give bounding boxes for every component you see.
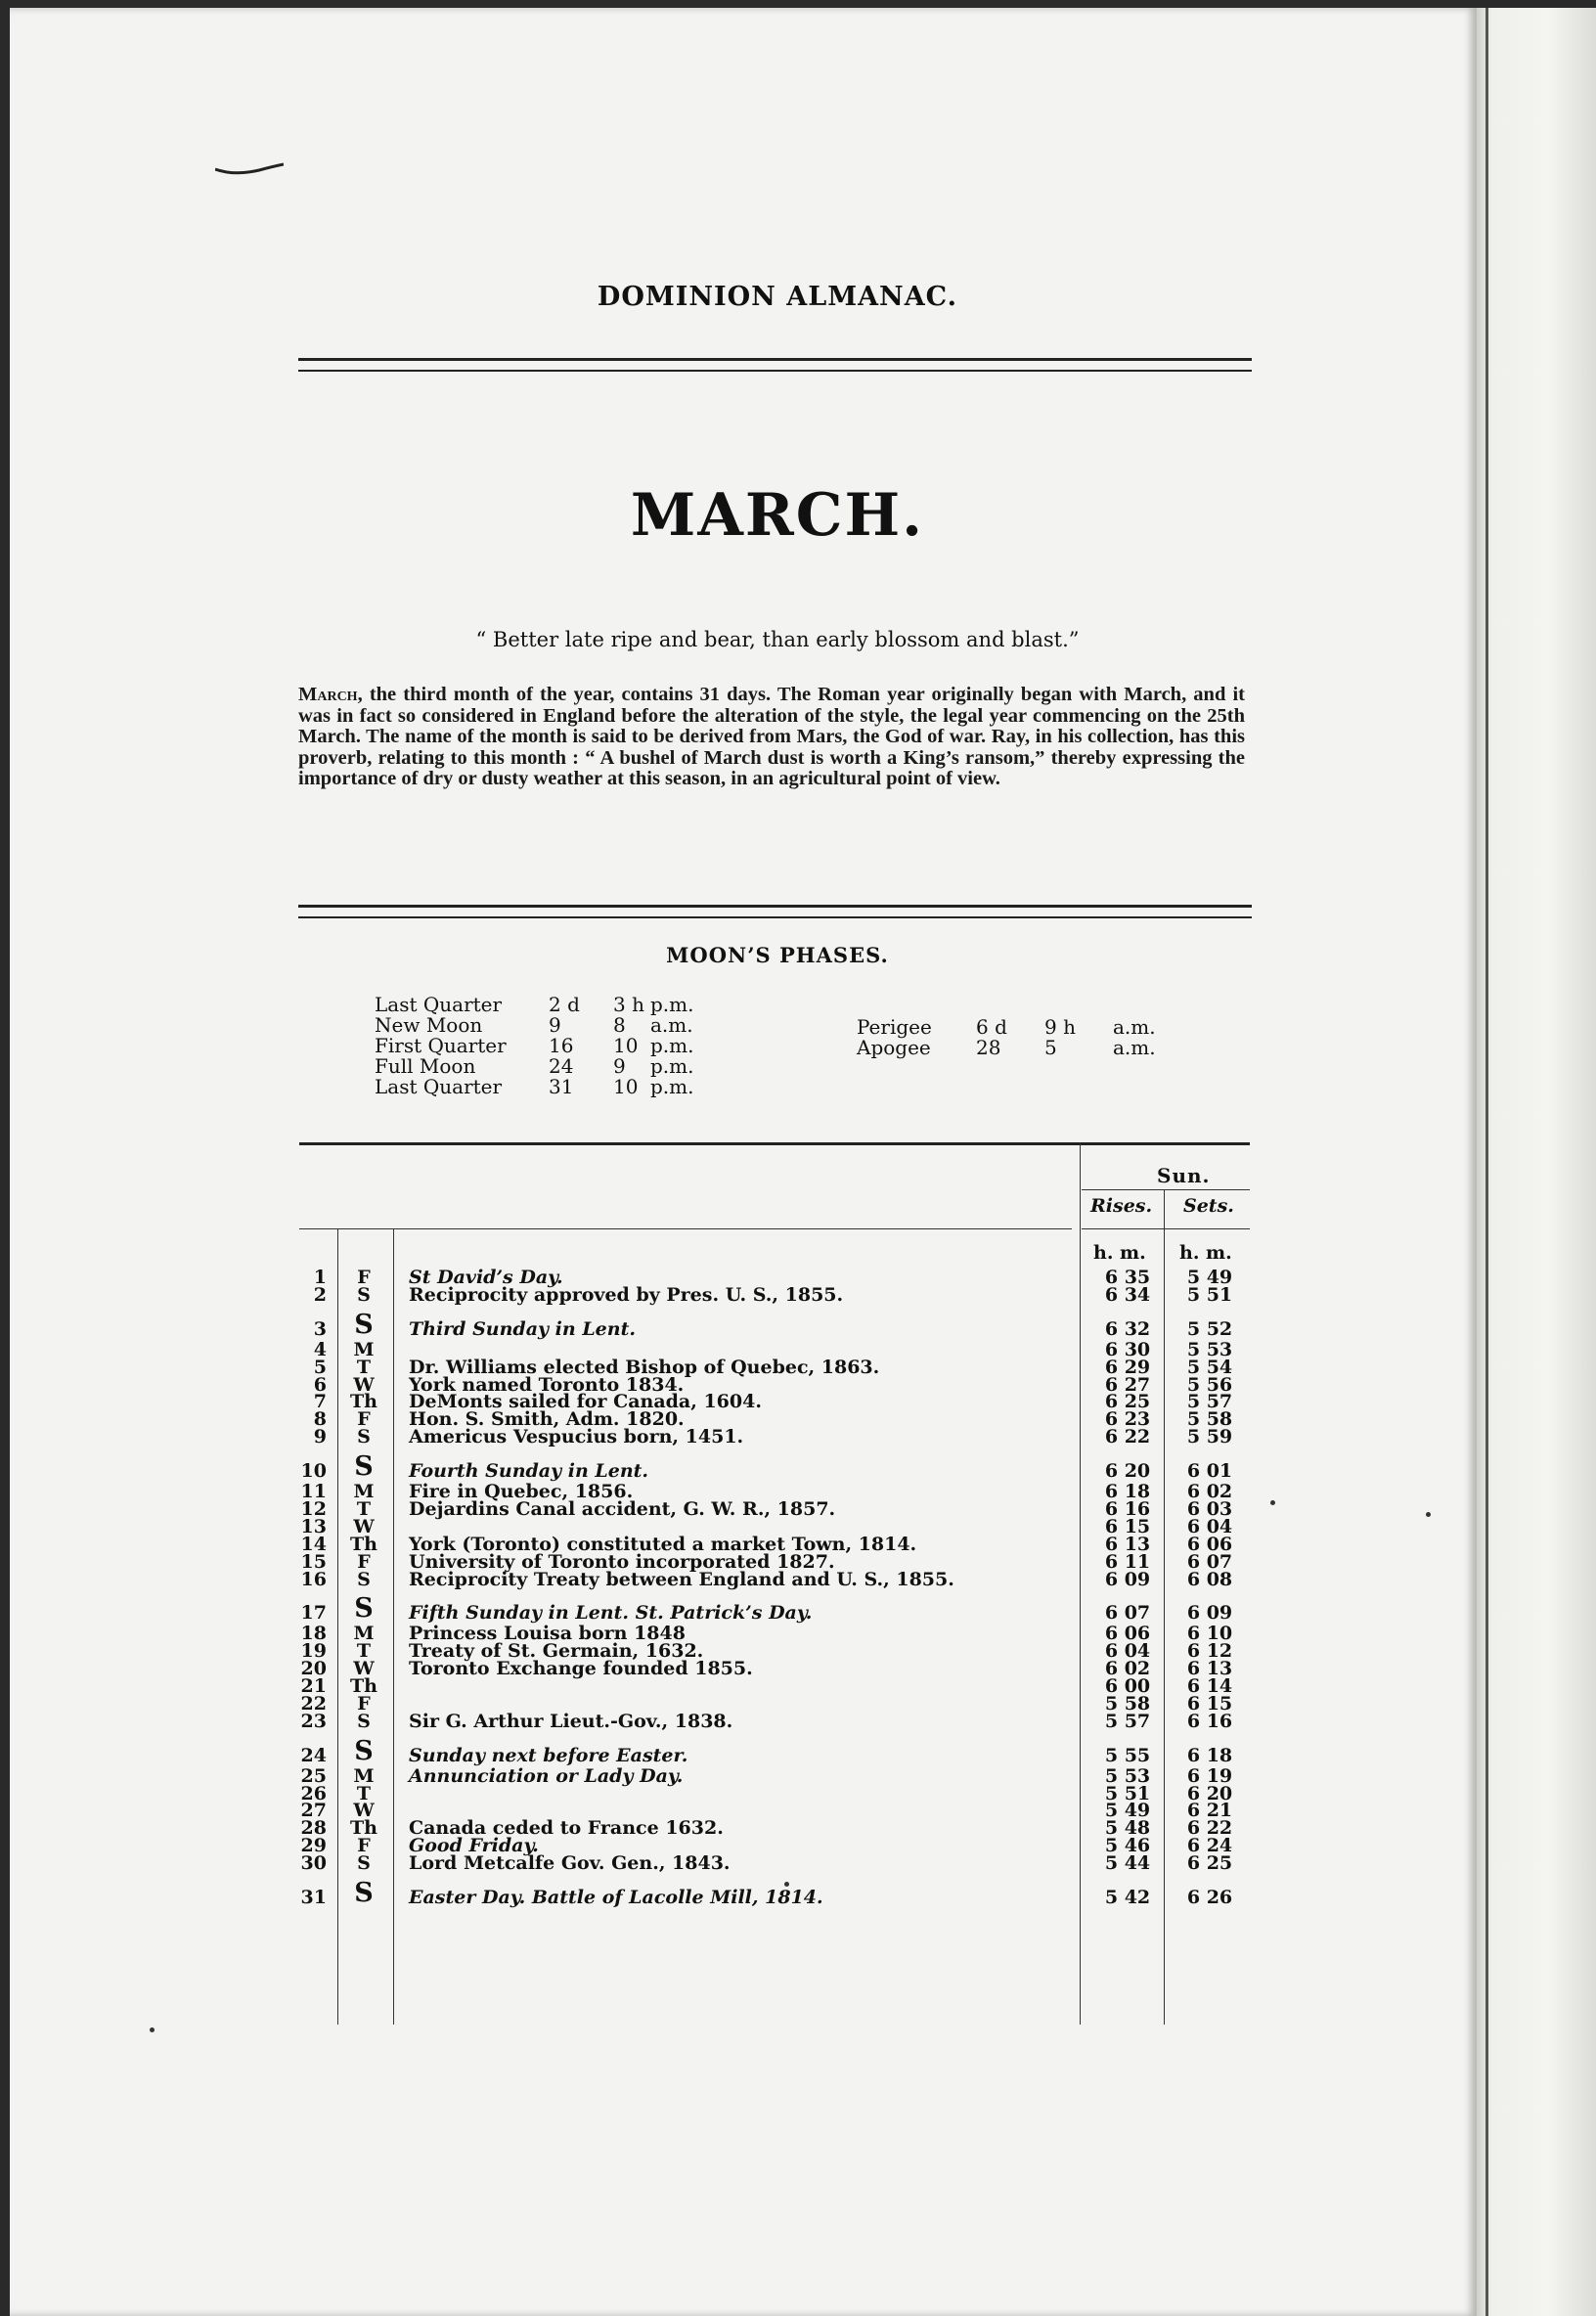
table-top-rule: [299, 1142, 1250, 1145]
weekday: F: [357, 1835, 371, 1856]
weekday: M: [353, 1481, 375, 1502]
event-text: Fifth Sunday in Lent. St. Patrick’s Day.: [409, 1602, 813, 1624]
event-text: Annunciation or Lady Day.: [409, 1765, 684, 1787]
event-text: Sunday next before Easter.: [409, 1745, 688, 1766]
calendar-row: [0, 1766, 1596, 1786]
weekday: T: [356, 1783, 372, 1804]
perigee-apogee-day: 28: [976, 1036, 1001, 1059]
calendar-row: [0, 1310, 1596, 1340]
moon-phase-hour: 9: [613, 1054, 626, 1078]
perigee-apogee-hour: 9 h: [1044, 1015, 1076, 1039]
sun-sets: 6 18: [1186, 1745, 1233, 1766]
event-text: Third Sunday in Lent.: [409, 1318, 636, 1340]
sun-sets: 6 09: [1186, 1602, 1233, 1624]
intro-double-rule: [298, 905, 1252, 918]
day-number: 7: [313, 1391, 327, 1412]
weekday: T: [356, 1640, 372, 1662]
event-text: Hon. S. Smith, Adm. 1820.: [409, 1408, 685, 1430]
calendar-row: [0, 1499, 1596, 1519]
sun-sets: 5 53: [1186, 1339, 1233, 1360]
moon-phase-meridiem: p.m.: [650, 1075, 694, 1098]
sun-rises: 6 15: [1104, 1516, 1151, 1537]
day-number: 30: [300, 1852, 327, 1874]
weekday: S: [354, 1310, 374, 1340]
moon-phase-hour: 10: [613, 1075, 639, 1098]
sun-sets: 6 19: [1186, 1765, 1233, 1787]
moon-phase-hour: 8: [613, 1013, 626, 1037]
sun-rises: 6 07: [1104, 1602, 1151, 1624]
event-text: Canada ceded to France 1632.: [409, 1817, 724, 1839]
event-text: Dejardins Canal accident, G. W. R., 1857.: [409, 1498, 836, 1520]
sun-sets: 6 10: [1186, 1623, 1233, 1644]
sun-rises: 5 55: [1104, 1745, 1151, 1766]
perigee-apogee-hour: 5: [1044, 1036, 1057, 1059]
weekday: T: [356, 1357, 372, 1378]
calendar-row: [0, 1878, 1596, 1908]
sun-rises: 6 27: [1104, 1374, 1151, 1396]
sun-sets: 5 59: [1186, 1426, 1233, 1448]
weekday: S: [354, 1878, 374, 1908]
sun-rises: 6 18: [1104, 1481, 1151, 1502]
sun-subheader-rule: [1082, 1228, 1250, 1229]
weekday: Th: [350, 1817, 377, 1839]
sun-rises: 6 11: [1104, 1551, 1151, 1573]
calendar-row: [0, 1694, 1596, 1714]
perigee-apogee-name: Apogee: [857, 1036, 931, 1059]
moon-phase-meridiem: p.m.: [650, 1034, 694, 1057]
sun-sets: 6 25: [1186, 1852, 1233, 1874]
day-number: 24: [300, 1745, 327, 1766]
sun-rises: 6 29: [1104, 1357, 1151, 1378]
sun-rises: 6 09: [1104, 1569, 1151, 1590]
day-number: 20: [300, 1658, 327, 1679]
weekday: S: [357, 1569, 371, 1590]
moon-phase-day: 24: [549, 1054, 574, 1078]
day-number: 6: [313, 1374, 327, 1396]
adjacent-page-edge: [1477, 8, 1596, 2316]
weekday: W: [353, 1374, 375, 1396]
event-text: Reciprocity Treaty between England and U. S., 1855.: [409, 1569, 954, 1590]
moon-phase-name: First Quarter: [375, 1034, 507, 1057]
day-number: 17: [300, 1602, 327, 1624]
perigee-apogee-day: 6 d: [976, 1015, 1007, 1039]
day-number: 5: [313, 1357, 327, 1378]
moon-phase-name: Last Quarter: [375, 1075, 503, 1098]
intro-text: , the third month of the year, contains 31 days. The Roman year originally began with March, and it was in fact so considered in England before the alteration of the style, the legal year commencing on the 25th March. The name of the month is said to be derived from Mars, the God of war. Ray, in his collection, has this proverb, relating to this month : “ A bushel of March dust is worth a King’s ransom,” thereby expressing the importance of dry or dusty weather at this season, in an agricultural point of view.: [298, 684, 1245, 789]
calendar-row: [0, 1818, 1596, 1838]
sun-rises: 5 53: [1104, 1765, 1151, 1787]
rises-column-heading: Rises.: [1090, 1195, 1153, 1217]
event-text: Dr. Williams elected Bishop of Quebec, 1863.: [409, 1357, 880, 1378]
day-number: 27: [300, 1800, 327, 1821]
weekday: W: [353, 1800, 375, 1821]
day-number: 16: [300, 1569, 327, 1590]
event-text: York (Toronto) constituted a market Town, 1814.: [409, 1534, 917, 1555]
moon-phases-title: MOON’S PHASES.: [666, 943, 889, 967]
calendar-row: [0, 1409, 1596, 1429]
calendar-row: [0, 1285, 1596, 1305]
day-number: 14: [300, 1534, 327, 1555]
day-number: 28: [300, 1817, 327, 1839]
day-number: 31: [300, 1887, 327, 1908]
weekday: S: [354, 1593, 374, 1624]
moon-phase-name: Full Moon: [375, 1054, 476, 1078]
weekday: S: [357, 1426, 371, 1448]
day-number: 11: [300, 1481, 327, 1502]
event-text: Good Friday.: [409, 1835, 539, 1856]
event-text: DeMonts sailed for Canada, 1604.: [409, 1391, 762, 1412]
moon-phase-day: 16: [549, 1034, 574, 1057]
calendar-row: [0, 1641, 1596, 1661]
sun-sets: 6 06: [1186, 1534, 1233, 1555]
month-title: MARCH.: [630, 481, 925, 550]
sun-sets: 5 56: [1186, 1374, 1233, 1396]
weekday: F: [357, 1267, 371, 1288]
sun-rises: 6 06: [1104, 1623, 1151, 1644]
calendar-row: [0, 1836, 1596, 1855]
event-text: Reciprocity approved by Pres. U. S., 1855.: [409, 1284, 844, 1306]
calendar-row: [0, 1676, 1596, 1696]
event-text: Sir G. Arthur Lieut.-Gov., 1838.: [409, 1711, 733, 1732]
day-number: 29: [300, 1835, 327, 1856]
weekday: Th: [350, 1534, 377, 1555]
sun-sets: 5 49: [1186, 1267, 1233, 1288]
event-text: Princess Louisa born 1848: [409, 1623, 686, 1644]
sun-heading-rule: [1082, 1189, 1250, 1190]
sun-rises: 6 32: [1104, 1318, 1151, 1340]
sun-sets: 6 15: [1186, 1693, 1233, 1715]
weekday: S: [357, 1852, 371, 1874]
sun-rises: 6 04: [1104, 1640, 1151, 1662]
day-number: 1: [313, 1267, 327, 1288]
print-speck: [150, 2027, 155, 2032]
event-text: Easter Day. Battle of Lacolle Mill, 1814.: [409, 1887, 823, 1908]
day-number: 19: [300, 1640, 327, 1662]
event-text: St David’s Day.: [409, 1267, 563, 1288]
intro-paragraph: [298, 685, 1245, 790]
sun-rises: 6 35: [1104, 1267, 1151, 1288]
day-number: 12: [300, 1498, 327, 1520]
sun-rises: 6 34: [1104, 1284, 1151, 1306]
weekday: W: [353, 1516, 375, 1537]
weekday: M: [353, 1765, 375, 1787]
calendar-row: [0, 1358, 1596, 1377]
sun-rises: 6 13: [1104, 1534, 1151, 1555]
moon-phase-name: Last Quarter: [375, 993, 503, 1016]
sun-rises: 5 49: [1104, 1800, 1151, 1821]
header-double-rule: [298, 358, 1252, 372]
moon-phase-meridiem: a.m.: [650, 1013, 693, 1037]
weekday: T: [356, 1498, 372, 1520]
sun-sets: 6 07: [1186, 1551, 1233, 1573]
day-number: 3: [313, 1318, 327, 1340]
rises-units: h. m.: [1093, 1242, 1146, 1264]
day-number: 10: [300, 1460, 327, 1482]
sun-rises: 6 16: [1104, 1498, 1151, 1520]
sun-sets: 5 51: [1186, 1284, 1233, 1306]
sun-rises: 5 46: [1104, 1835, 1151, 1856]
sets-units: h. m.: [1179, 1242, 1232, 1264]
sun-column-heading: Sun.: [1157, 1164, 1211, 1187]
print-speck: [1426, 1512, 1431, 1517]
day-number: 4: [313, 1339, 327, 1360]
sun-sets: 6 21: [1186, 1800, 1233, 1821]
sun-sets: 5 54: [1186, 1357, 1233, 1378]
sun-sets: 6 20: [1186, 1783, 1233, 1804]
event-text: Fire in Quebec, 1856.: [409, 1481, 634, 1502]
sun-rises: 6 20: [1104, 1460, 1151, 1482]
sun-rises: 6 22: [1104, 1426, 1151, 1448]
day-number: 9: [313, 1426, 327, 1448]
sun-rises: 6 00: [1104, 1675, 1151, 1697]
moon-phase-name: New Moon: [375, 1013, 483, 1037]
day-number: 22: [300, 1693, 327, 1715]
sun-rises: 5 44: [1104, 1852, 1151, 1874]
day-number: 2: [313, 1284, 327, 1306]
sun-sets: 6 03: [1186, 1498, 1233, 1520]
day-number: 8: [313, 1408, 327, 1430]
sun-rises: 5 48: [1104, 1817, 1151, 1839]
print-speck: [784, 1882, 789, 1887]
weekday: F: [357, 1551, 371, 1573]
table-header-rule: [299, 1228, 1072, 1229]
weekday: F: [357, 1693, 371, 1715]
moon-phase-day: 9: [549, 1013, 561, 1037]
sun-sets: 6 26: [1186, 1887, 1233, 1908]
sun-sets: 6 13: [1186, 1658, 1233, 1679]
day-number: 15: [300, 1551, 327, 1573]
sun-rises: 5 51: [1104, 1783, 1151, 1804]
day-number: 23: [300, 1711, 327, 1732]
sets-column-heading: Sets.: [1183, 1195, 1234, 1217]
sun-sets: 6 12: [1186, 1640, 1233, 1662]
moon-phase-day: 2 d: [549, 993, 580, 1016]
moon-phase-meridiem: p.m.: [650, 993, 694, 1016]
moon-phase-hour: 10: [613, 1034, 639, 1057]
moon-phase-meridiem: p.m.: [650, 1054, 694, 1078]
sun-sets: 6 01: [1186, 1460, 1233, 1482]
calendar-row: [0, 1736, 1596, 1766]
sun-rises: 6 02: [1104, 1658, 1151, 1679]
event-text: University of Toronto incorporated 1827.: [409, 1551, 835, 1573]
calendar-row: [0, 1624, 1596, 1643]
event-text: Lord Metcalfe Gov. Gen., 1843.: [409, 1852, 731, 1874]
weekday: M: [353, 1623, 375, 1644]
ink-mark: [215, 162, 284, 176]
calendar-row: [0, 1593, 1596, 1624]
sun-sets: 5 57: [1186, 1391, 1233, 1412]
event-text: Fourth Sunday in Lent.: [409, 1460, 649, 1482]
event-text: Toronto Exchange founded 1855.: [409, 1658, 753, 1679]
sun-sets: 5 52: [1186, 1318, 1233, 1340]
intro-lead-word: March: [298, 684, 358, 705]
perigee-apogee-meridiem: a.m.: [1113, 1036, 1156, 1059]
perigee-apogee-meridiem: a.m.: [1113, 1015, 1156, 1039]
sun-rises: 5 57: [1104, 1711, 1151, 1732]
print-speck: [1270, 1500, 1275, 1505]
day-number: 26: [300, 1783, 327, 1804]
sun-sets: 6 14: [1186, 1675, 1233, 1697]
event-text: York named Toronto 1834.: [409, 1374, 685, 1396]
calendar-row: [0, 1451, 1596, 1482]
calendar-row: [0, 1570, 1596, 1589]
weekday: S: [354, 1451, 374, 1482]
weekday: Th: [350, 1675, 377, 1697]
sun-rises: 6 23: [1104, 1408, 1151, 1430]
sun-rises: 6 30: [1104, 1339, 1151, 1360]
calendar-row: [0, 1659, 1596, 1678]
sun-sets: 6 04: [1186, 1516, 1233, 1537]
page-header: DOMINION ALMANAC.: [597, 282, 958, 312]
sun-sets: 6 02: [1186, 1481, 1233, 1502]
calendar-row: [0, 1427, 1596, 1447]
sun-rises: 6 25: [1104, 1391, 1151, 1412]
weekday: Th: [350, 1391, 377, 1412]
sun-rises: 5 42: [1104, 1887, 1151, 1908]
moon-phase-hour: 3 h: [613, 993, 644, 1016]
weekday: S: [354, 1736, 374, 1766]
calendar-row: [0, 1392, 1596, 1411]
sun-sets: 6 16: [1186, 1711, 1233, 1732]
weekday: F: [357, 1408, 371, 1430]
event-text: Americus Vespucius born, 1451.: [409, 1426, 744, 1448]
sun-sets: 6 24: [1186, 1835, 1233, 1856]
weekday: W: [353, 1658, 375, 1679]
weekday: S: [357, 1711, 371, 1732]
day-number: 13: [300, 1516, 327, 1537]
month-motto: “ Better late ripe and bear, than early blossom and blast.”: [475, 628, 1080, 651]
sun-sets: 5 58: [1186, 1408, 1233, 1430]
sun-rises: 5 58: [1104, 1693, 1151, 1715]
perigee-apogee-name: Perigee: [857, 1015, 932, 1039]
calendar-row: [0, 1712, 1596, 1731]
day-number: 21: [300, 1675, 327, 1697]
event-text: Treaty of St. Germain, 1632.: [409, 1640, 704, 1662]
day-number: 18: [300, 1623, 327, 1644]
weekday: S: [357, 1284, 371, 1306]
day-number: 25: [300, 1765, 327, 1787]
calendar-row: [0, 1853, 1596, 1873]
moon-phase-day: 31: [549, 1075, 574, 1098]
weekday: M: [353, 1339, 375, 1360]
sun-sets: 6 08: [1186, 1569, 1233, 1590]
sun-sets: 6 22: [1186, 1817, 1233, 1839]
calendar-row: [0, 1801, 1596, 1820]
page-fold-line: [1485, 8, 1488, 2316]
almanac-page: [10, 8, 1477, 2316]
